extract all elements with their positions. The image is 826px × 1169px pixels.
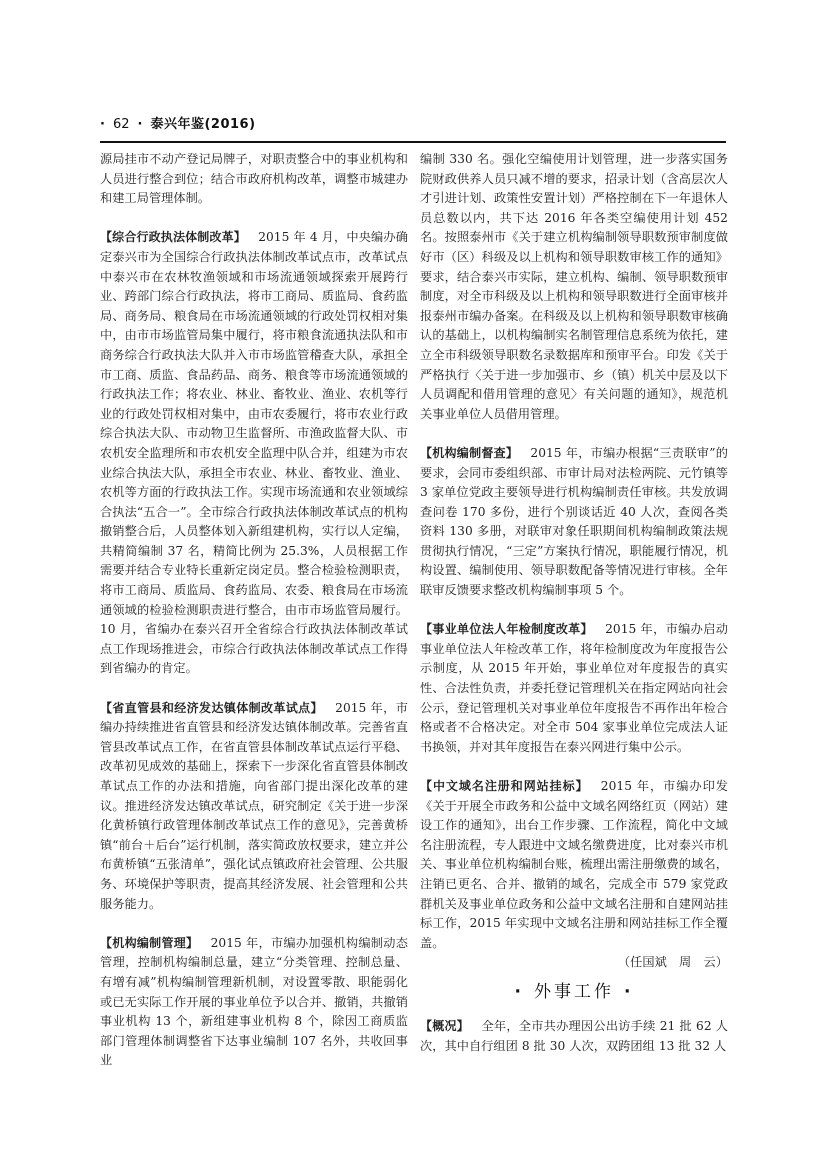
section-title-dot-left: · (514, 981, 524, 1002)
section-body: 2015 年，市编办印发《关于开展全市政务和公益中文域名网络红页（网站）建设工作的通知》，出台工作步骤、工作流程，简化中文域名注册流程，专人跟进中文域名缴费进度，比对泰兴市机关、事业单位机构编制台账，梳理出需注册缴费的域名，注销已更名、合并、撤销的域名，完成全市 579 家党政群机关及事业单位政务和公益中文域名注册和自建网站挂标工作，2015 年实现中文域名注册和网站挂标工作全覆盖。 (420, 779, 728, 950)
section-title-foreign-affairs (420, 977, 728, 1007)
page-header (100, 114, 726, 136)
section-annual-inspection-reform (420, 620, 728, 757)
section-staffing-inspection (420, 444, 728, 601)
section-heading: 【事业单位法人年检制度改革】 (420, 622, 593, 637)
header-rule (100, 141, 726, 143)
intro-paragraph (100, 150, 408, 209)
section-county-town-reform (100, 699, 408, 915)
section-body: 2015 年，市编办持续推进省直管县和经济发达镇体制改革。完善省直管县改革试点工作，在省直管县体制改革试点运行平稳、改革初见成效的基础上，探索下一步深化省直管县体制改革试点工作的办法和措施，向省部门提出深化改革的建议。推进经济发达镇改革试点，研究制定《关于进一步深化黄桥镇行政管理体制改革试点工作的意见》，完善黄桥镇“前台＋后台”运行机制，落实简政放权要求，建立并公布黄桥镇“五张清单”，强化试点镇政府社会管理、公共服务、环境保护等职责，提高其经济发展、社会管理和公共服务能力。 (100, 700, 408, 911)
book-title: 泰兴年鉴(2016) (150, 117, 256, 132)
section-title-dot-right: · (624, 981, 634, 1002)
section-heading: 【中文域名注册和网站挂标】 (420, 779, 589, 793)
header-bullet-left: · (100, 117, 105, 132)
section-heading: 【机构编制督查】 (420, 445, 519, 460)
continued-text: 编制 330 名。强化空编使用计划管理，进一步落实国务院财政供养人员只减不增的要求，招录计划（含高层次人才引进计划、政策性安置计划）严格控制在下一年退休人员总数以内，共下达 2016 年各类空编使用计划 452 名。按照泰州市《关于建立机构编制领导职数预审制度做好市（区）科级及以上机构和领导职数审核工作的通知》要求，结合泰兴市实际，建立机构、编制、领导职数预审制度，对全市科级及以上机构和领导职数进行全面审核并报泰州市编办备案。在科级及以上机构和领导职数审核确认的基础上，以机构编制实名制管理信息系统为依托，建立全市科级领导职数名录数据库和预审平台。印发《关于严格执行〈关于进一步加强市、乡（镇）机关中层及以下人员调配和借用管理的意见〉有关问题的通知》，规范机关事业单位人员借用管理。 (420, 152, 728, 421)
section-heading: 【机构编制管理】 (100, 935, 199, 950)
section-heading: 【省直管县和经济发达镇体制改革试点】 (100, 700, 323, 715)
page-number: 62 (112, 117, 130, 132)
section-overview (420, 1017, 728, 1056)
right-column (420, 150, 728, 1150)
section-heading: 【概况】 (420, 1018, 470, 1033)
section-body: 2015 年，市编办启动事业单位法人年检改革工作，将年检制度改为年度报告公示制度，从 2015 年开始，事业单位对年度报告的真实性、合法性负责，并委托登记管理机关在指定网站向社会公示，登记管理机关对事业单位年度报告不再作出年检合格或者不合格决定。对全市 504 家事业单位完成法人证书换领，并对其年度报告在泰兴网进行集中公示。 (420, 622, 728, 754)
section-title-text: 外事工作 (534, 981, 614, 1002)
left-column (100, 150, 408, 1150)
intro-text: 源局挂市不动产登记局牌子，对职责整合中的事业机构和人员进行整合到位；结合市政府机构改革，调整市城建办和建工局管理体制。 (100, 152, 408, 206)
section-comprehensive-enforcement (100, 228, 408, 679)
section-body: 2015 年，市编办根据“三责联审”的要求，会同市委组织部、市审计局对法检两院、元竹镇等 3 家单位党政主要领导进行机构编制责任审核。共发放调查问卷 170 多份，进行个别谈话近 40 人次，查阅各类资料 130 多册，对联审对象任职期间机构编制政策法规贯彻执行情况，“三定”方案执行情况，职能履行情况，机构设置、编制使用、领导职数配备等情况进行审核。全年联审反馈要求整改机构编制事项 5 个。 (420, 445, 728, 598)
section-chinese-domain (420, 777, 728, 953)
author-signature-line (420, 953, 728, 973)
section-body: 2015 年 4 月，中央编办确定泰兴市为全国综合行政执法体制改革试点市，改革试点中泰兴市在农林牧渔领域和市场流通领域探索开展跨行业、跨部门综合行政执法，将市工商局、质监局、食药监局、商务局、粮食局在市场流通领域的行政处罚权相对集中，由市市场监管局集中履行，将市粮食流通执法队和市商务综合行政执法大队并入市市场监管稽查大队，承担全市工商、质监、食品药品、商务、粮食等市场流通领域的行政执法工作；将农业、林业、畜牧业、渔业、农机等行业的行政处罚权相对集中，由市农委履行，将市农业行政综合执法大队、市动物卫生监督所、市渔政监督大队、市农机安全监理所和市农机安全监理中队合并，组建为市农业综合执法大队，承担全市农业、林业、畜牧业、渔业、农机等方面的行政执法工作。实现市场流通和农业领域综合执法“五合一”。全市综合行政执法体制改革试点的机构撤销整合后，人员整体划入新组建机构，实行以人定编，共精简编制 37 名，精简比例为 25.3%，人员根据工作需要并结合专业特长重新定岗定员。整合检验检测职责，将市工商局、质监局、食药监局、农委、粮食局在市场流通领域的检验检测职责进行整合，由市市场监管局履行。10 月，省编办在泰兴召开全省综合行政执法体制改革试点工作现场推进会，市综合行政执法体制改革试点工作得到省编办的肯定。 (100, 230, 408, 676)
continued-paragraph (420, 150, 728, 424)
section-heading: 【综合行政执法体制改革】 (100, 230, 246, 245)
section-body: 2015 年，市编办加强机构编制动态管理，控制机构编制总量，建立“分类管理、控制总量、有增有减”机构编制管理新机制，对设置零散、职能弱化或已无实际工作开展的事业单位予以合并、撤销，共撤销事业机构 13 个，新组建事业机构 8 个，除因工商质监部门管理体制调整省下达事业编制 107 名外，共收回事业 (100, 935, 408, 1068)
section-staffing-management (100, 934, 408, 1071)
section-body: 全年，全市共办理因公出访手续 21 批 62 人次，其中自行组团 8 批 30 人次，双跨团组 13 批 32 人 (420, 1018, 728, 1053)
author-signature: （任国斌 周 云） (617, 955, 728, 970)
header-bullet-mid: · (137, 117, 143, 132)
